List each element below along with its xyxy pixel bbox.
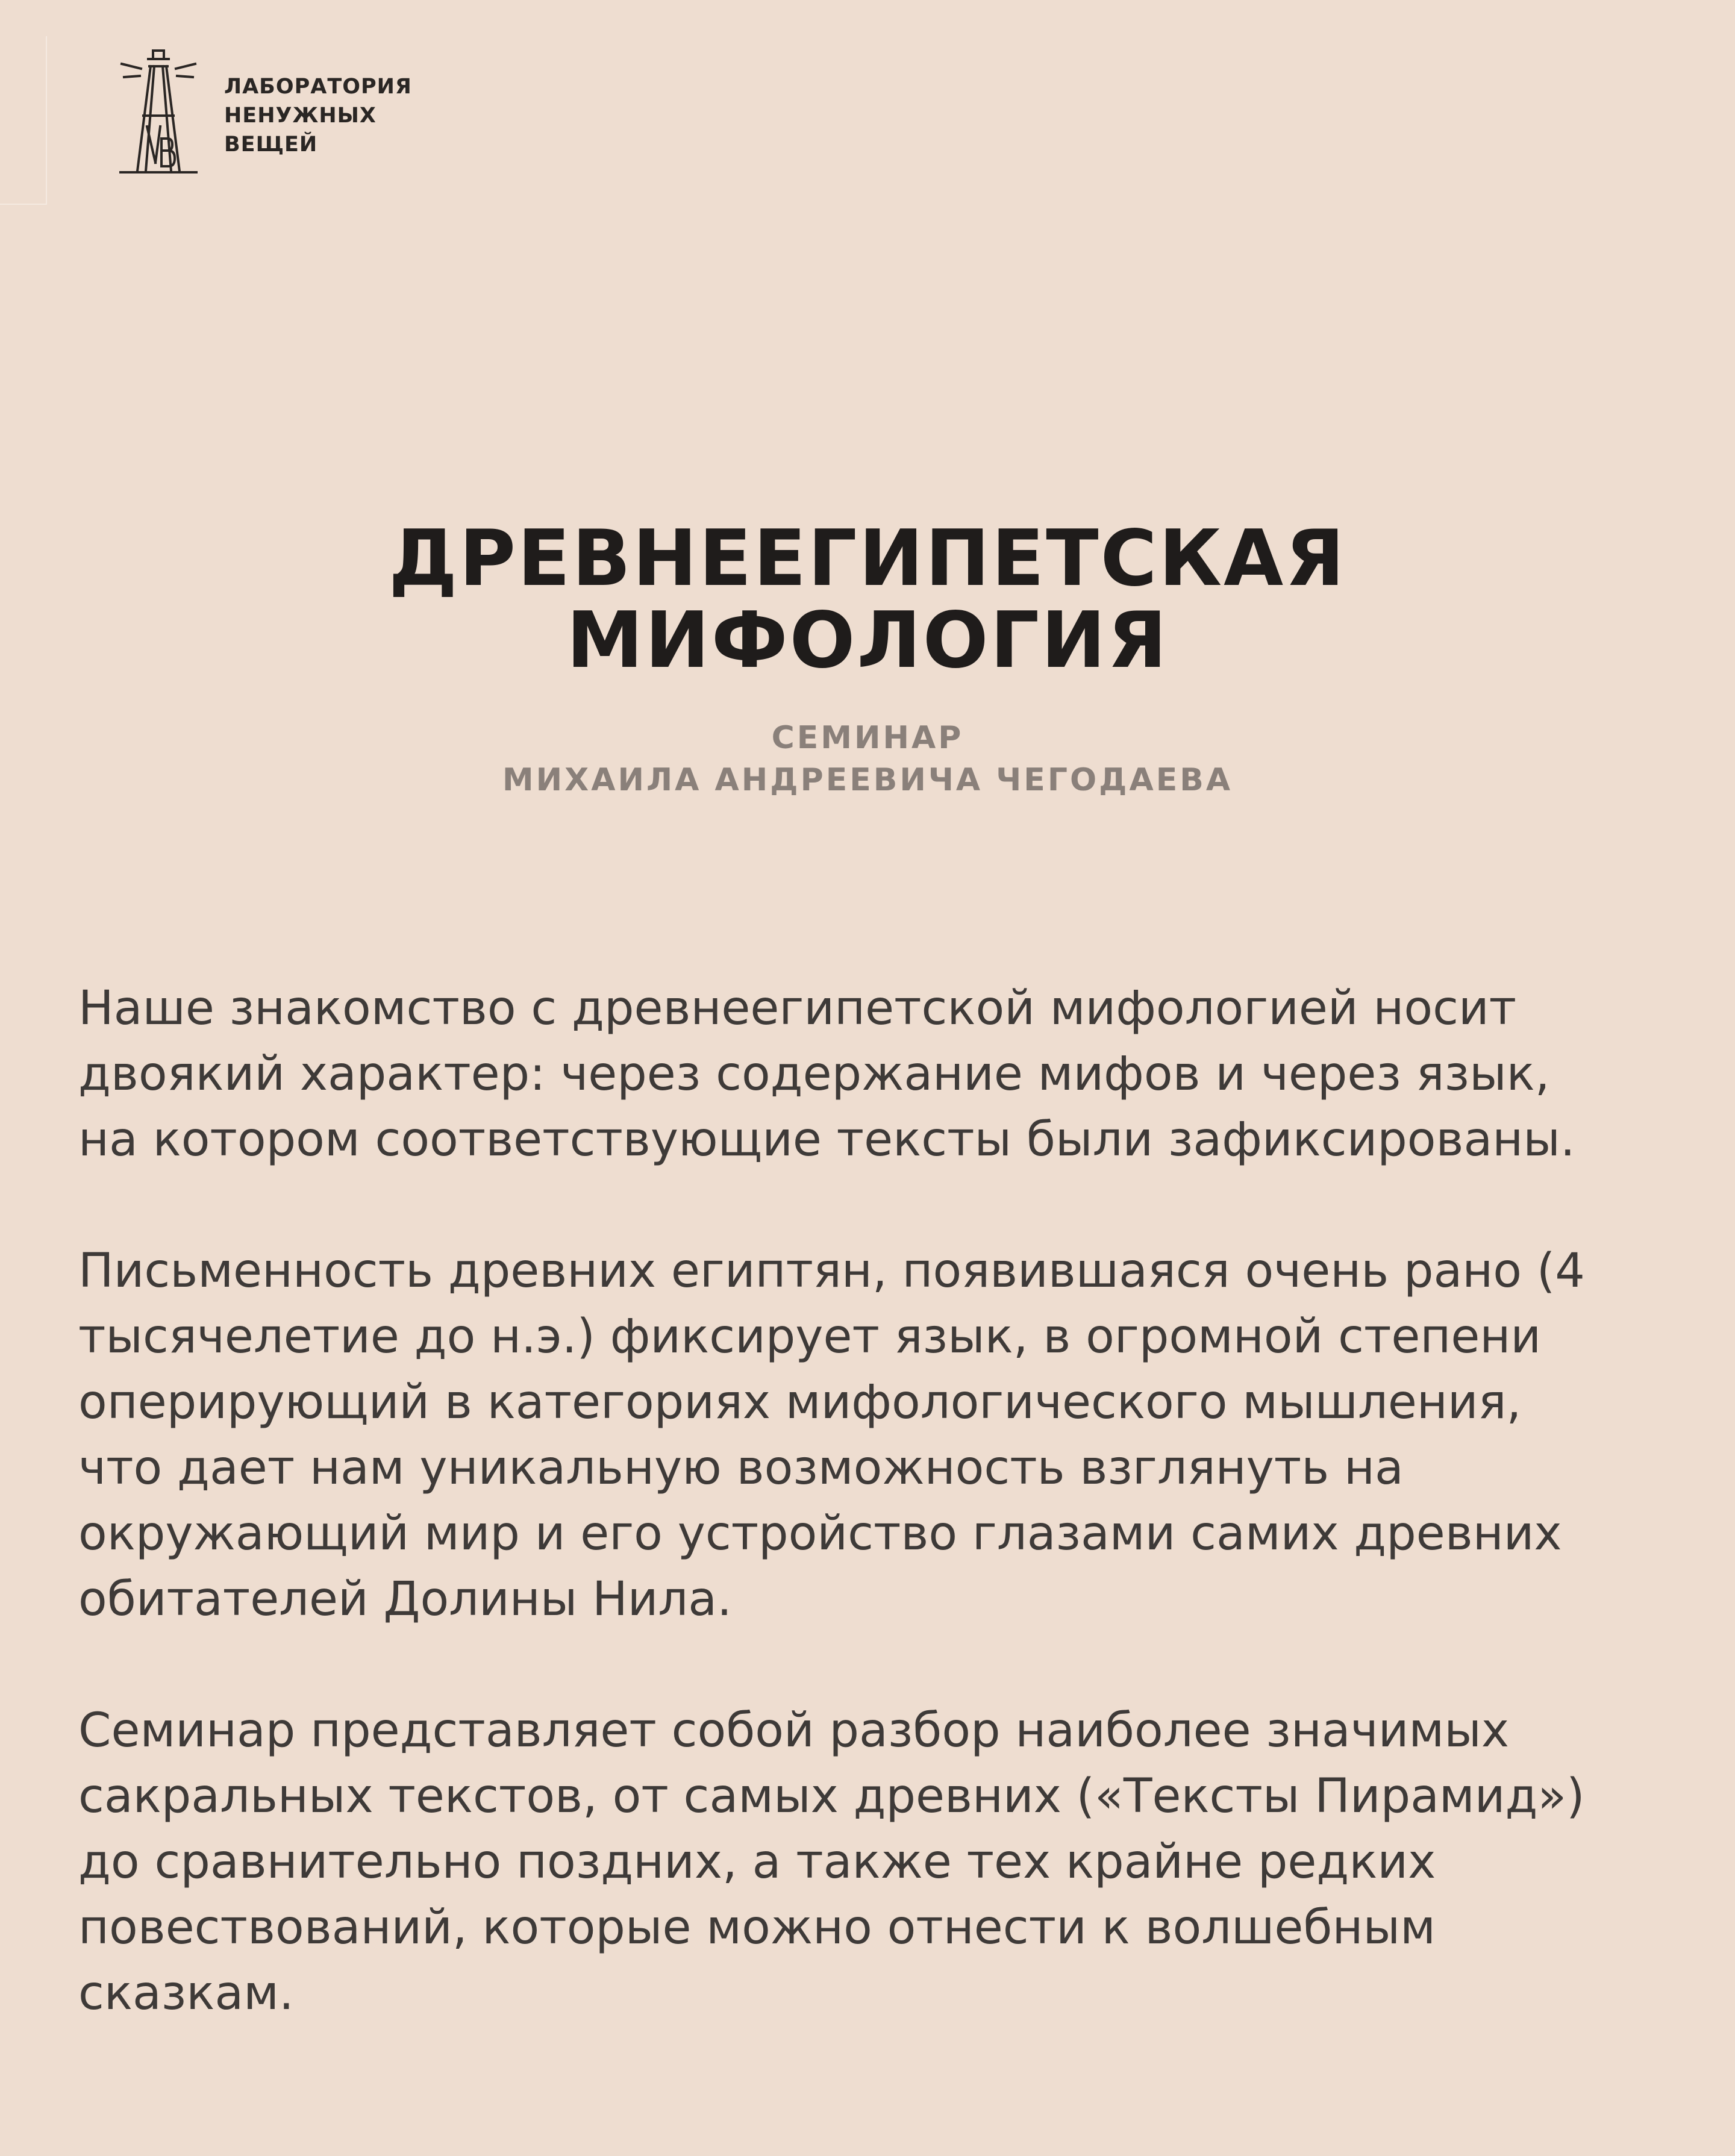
page-subtitle <box>0 717 1735 801</box>
logo-line: ЛАБОРАТОРИЯ <box>224 75 412 99</box>
text-line: на котором соответствующие тексты были зафиксированы. <box>78 1113 1575 1167</box>
page-title <box>0 514 1735 686</box>
logo-line: НЕНУЖНЫХ <box>224 104 377 128</box>
text-line: сакральных текстов, от самых древних («Тексты Пирамид») <box>78 1769 1585 1823</box>
paragraph-intro <box>78 976 1669 1173</box>
text-line: окружающий мир и его устройство глазами самих древних <box>78 1507 1562 1561</box>
logo-wordmark <box>224 72 453 159</box>
lighthouse-icon <box>119 48 198 175</box>
subtitle-line: МИХАИЛА АНДРЕЕВИЧА ЧЕГОДАЕВА <box>502 762 1233 798</box>
title-line: МИФОЛОГИЯ <box>566 596 1169 686</box>
text-line: оперирующий в категориях мифологического мышления, <box>78 1375 1522 1430</box>
logo[interactable] <box>119 48 457 175</box>
text-line: повествований, которые можно отнести к волшебным <box>78 1901 1436 1955</box>
text-line: Письменность древних египтян, появившаяся очень рано (4 <box>78 1244 1585 1298</box>
text-line: тысячелетие до н.э.) фиксирует язык, в огромной степени <box>78 1310 1542 1364</box>
description <box>78 976 1669 2092</box>
paragraph-seminar <box>78 1698 1669 2026</box>
corner-divider <box>0 36 47 205</box>
text-line: до сравнительно поздних, а также тех крайне редких <box>78 1835 1436 1889</box>
text-line: что дает нам уникальную возможность взглянуть на <box>78 1441 1404 1495</box>
text-line: обитателей Долины Нила. <box>78 1572 732 1626</box>
logo-line: ВЕЩЕЙ <box>224 133 318 157</box>
text-line: сказкам. <box>78 1966 294 2020</box>
text-line: Семинар представляет собой разбор наиболее значимых <box>78 1704 1510 1758</box>
title-line: ДРЕВНЕЕГИПЕТСКАЯ <box>389 514 1346 604</box>
text-line: двоякий характер: через содержание мифов и через язык, <box>78 1047 1550 1101</box>
subtitle-line: СЕМИНАР <box>771 720 964 756</box>
paragraph-writing <box>78 1239 1669 1633</box>
text-line: Наше знакомство с древнеегипетской мифологией носит <box>78 981 1517 1036</box>
